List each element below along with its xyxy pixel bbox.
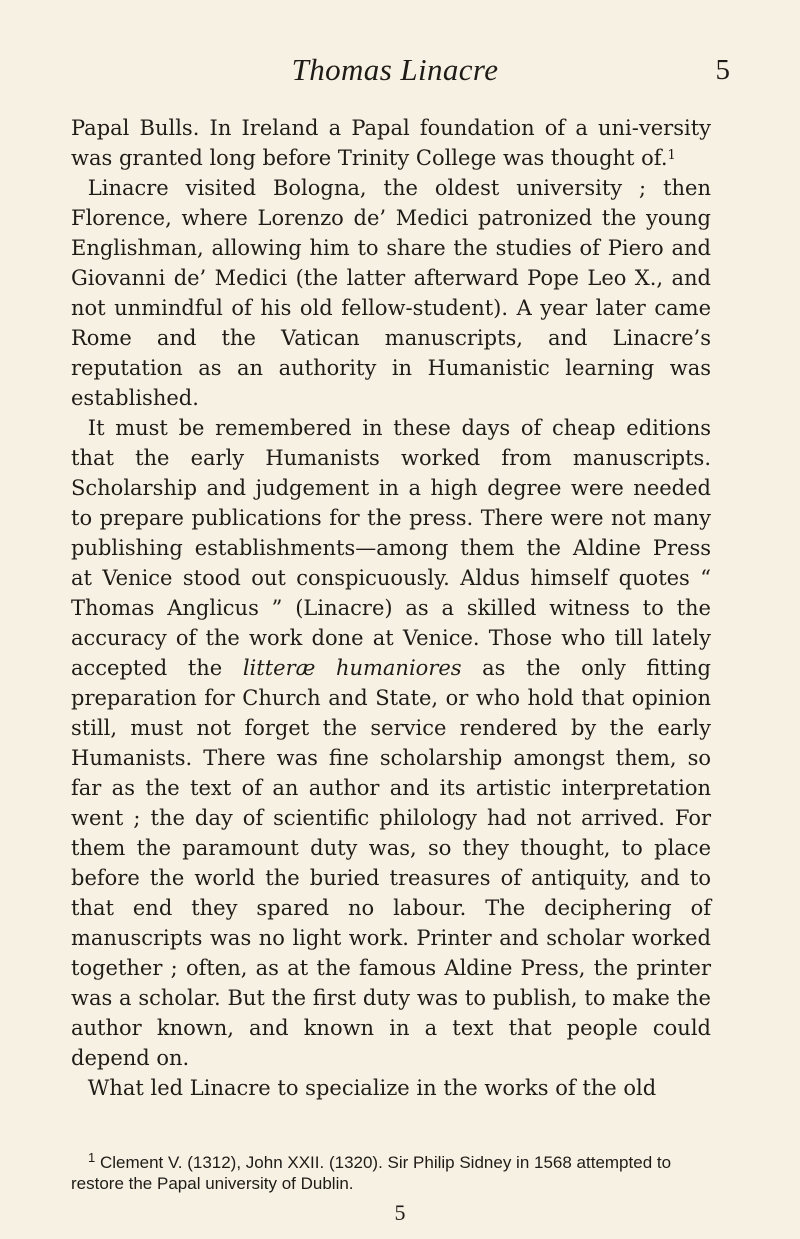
page-number-top: 5 <box>715 54 730 86</box>
running-title: Thomas Linacre <box>291 52 499 87</box>
body-text <box>71 113 711 1103</box>
paragraph-1 <box>71 113 711 173</box>
footnote <box>71 1152 711 1194</box>
paragraph-3-text-b: as the only fitting preparation for Church and State, or who hold that opinion still, must not forget the service rendered by the early Humanists. There was fine scholarship amongst them, so far as the text of an author and its artistic interpretation went ; the day of scientific philology had not arrived. For them the paramount duty was, so they thought, to place before the world the buried treasures of antiquity, and to that end they spared no labour. The deciphering of manuscripts was no light work. Printer and scholar worked together ; often, as at the famous Aldine Press, the printer was a scholar. But the first duty was to publish, to make the author known, and known in a text that people could depend on. <box>71 656 711 1070</box>
paragraph-1-text: Papal Bulls. In Ireland a Papal foundation of a uni-versity was granted long before Trinity College was thought of. <box>71 116 711 170</box>
running-head <box>60 52 730 92</box>
footnote-text <box>71 1152 711 1194</box>
paragraph-2: Linacre visited Bologna, the oldest university ; then Florence, where Lorenzo de’ Medici patronized the young Englishman, allowing him to share the studies of Piero and Giovanni de’ Medici (the latter afterward Pope Leo X., and not unmindful of his old fellow-student). A year later came Rome and the Vatican manuscripts, and Linacre’s reputation as an authority in Humanistic learning was established. <box>71 176 711 410</box>
paragraph-3 <box>71 413 711 1073</box>
footnote-reference: 1 <box>667 148 676 163</box>
footnote-marker: 1 <box>88 1150 96 1165</box>
paragraph-4: What led Linacre to specialize in the works of the old <box>87 1076 657 1100</box>
page-number-bottom: 5 <box>394 1200 406 1225</box>
latin-phrase: litteræ humaniores <box>242 656 462 680</box>
footnote-body: Clement V. (1312), John XXII. (1320). Sir Philip Sidney in 1568 attempted to restore the Papal university of Dublin. <box>71 1153 672 1193</box>
paragraph-3-text-a: It must be remembered in these days of cheap editions that the early Humanists worked from manuscripts. Scholarship and judgement in a high degree were needed to prepare publications for the press. There were not many publishing establishments—among them the Aldine Press at Venice stood out conspicuously. Aldus himself quotes “ Thomas Anglicus ” (Linacre) as a skilled witness to the accuracy of the work done at Venice. Those who till lately accepted the <box>71 416 711 680</box>
